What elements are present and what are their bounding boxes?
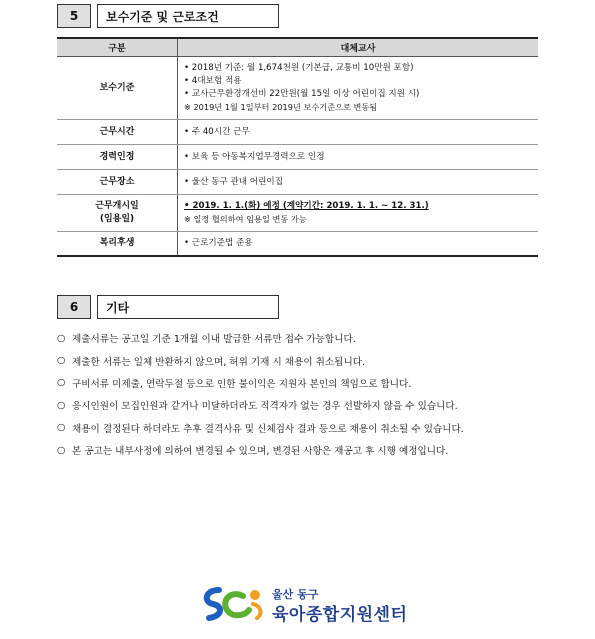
row-content xyxy=(178,232,539,256)
section-title: 보수기준 및 근로조건 xyxy=(97,4,279,28)
table-row xyxy=(57,195,538,232)
content-line: • 근로기준법 준용 xyxy=(184,237,253,248)
conditions-table xyxy=(57,37,538,257)
table-row xyxy=(57,170,538,195)
content-note: ※ 2019년 1월 1일부터 2019년 보수기준으로 변동됨 xyxy=(184,102,378,112)
list-item-text: 제출서류는 공고일 기준 1개월 이내 발급한 서류만 접수 가능합니다. xyxy=(72,334,356,346)
row-label: 근무장소 xyxy=(57,170,178,195)
bullet-circle: ○ xyxy=(57,377,66,389)
bullet-circle: ○ xyxy=(57,332,66,344)
list-item-text: 구비서류 미제출, 연락두절 등으로 인한 불이익은 지원자 본인의 책임으로 합니다. xyxy=(72,378,412,390)
list-item-text: 본 공고는 내부사정에 의하여 변경될 수 있으며, 변경된 사항은 재공고 후 시행 예정입니다. xyxy=(72,446,449,458)
bullet-circle: ○ xyxy=(57,355,66,367)
list-item xyxy=(57,439,547,461)
content-note: ※ 일정 협의하여 임용일 변동 가능 xyxy=(184,214,307,224)
row-label: 보수기준 xyxy=(57,57,178,120)
content-line: • 보육 등 아동복지업무경력으로 인정 xyxy=(184,151,325,162)
row-label-line: 근무개시일 xyxy=(95,201,139,211)
column-header: 대체교사 xyxy=(178,38,539,57)
logo-title: 육아종합지원센터 xyxy=(272,605,408,625)
bullet-circle: ○ xyxy=(57,444,66,456)
section-number: 5 xyxy=(57,4,91,28)
list-item-text: 채용이 결정된다 하더라도 추후 결격사유 및 신체검사 결과 등으로 채용이 취소될 수 있습니다. xyxy=(72,423,464,435)
logo-mark-icon xyxy=(199,584,269,624)
section-6-header xyxy=(57,295,279,319)
row-content xyxy=(178,170,539,195)
row-label: 복리후생 xyxy=(57,232,178,256)
center-logo xyxy=(199,584,419,624)
list-item xyxy=(57,372,547,394)
list-item-text: 응시인원이 모집인원과 같거나 미달하더라도 적격자가 없는 경우 선발하지 않을 수 있습니다. xyxy=(72,401,458,413)
table-row xyxy=(57,232,538,256)
row-label-line: (임용일) xyxy=(99,214,135,224)
start-date-emphasis: • 2019. 1. 1.(화) 예정 (계약기간: 2019. 1. 1. ~ 12. 31.) xyxy=(184,201,429,211)
content-line: • 주 40시간 근무 xyxy=(184,126,250,137)
section-title: 기타 xyxy=(97,295,279,319)
table-row xyxy=(57,145,538,170)
table-header-row xyxy=(57,38,538,57)
bullet-circle: ○ xyxy=(57,422,66,434)
content-line: • 4대보험 적용 xyxy=(184,76,242,86)
section-5-header xyxy=(57,4,279,28)
row-label: 경력인정 xyxy=(57,145,178,170)
row-label: 근무시간 xyxy=(57,120,178,145)
content-line: • 울산 동구 관내 어린이집 xyxy=(184,176,284,187)
bullet-circle: ○ xyxy=(57,399,66,411)
row-content xyxy=(178,120,539,145)
column-header: 구분 xyxy=(57,38,178,57)
row-label xyxy=(57,195,178,232)
notice-list xyxy=(57,327,547,461)
table-row xyxy=(57,120,538,145)
list-item xyxy=(57,394,547,416)
list-item xyxy=(57,417,547,439)
content-line: • 교사근무환경개선비 22만원(월 15일 이상 어린이집 지원 시) xyxy=(184,89,420,99)
list-item xyxy=(57,349,547,371)
list-item xyxy=(57,327,547,349)
row-content xyxy=(178,195,539,232)
row-content xyxy=(178,145,539,170)
content-line: • 2018년 기준: 월 1,674천원 (기본급, 교통비 10만원 포함) xyxy=(184,63,414,73)
list-item-text: 제출한 서류는 일체 반환하지 않으며, 허위 기재 시 채용이 취소됩니다. xyxy=(72,356,366,368)
section-number: 6 xyxy=(57,295,91,319)
row-content xyxy=(178,57,539,120)
table-row xyxy=(57,57,538,120)
logo-subtitle: 울산 동구 xyxy=(272,588,319,601)
